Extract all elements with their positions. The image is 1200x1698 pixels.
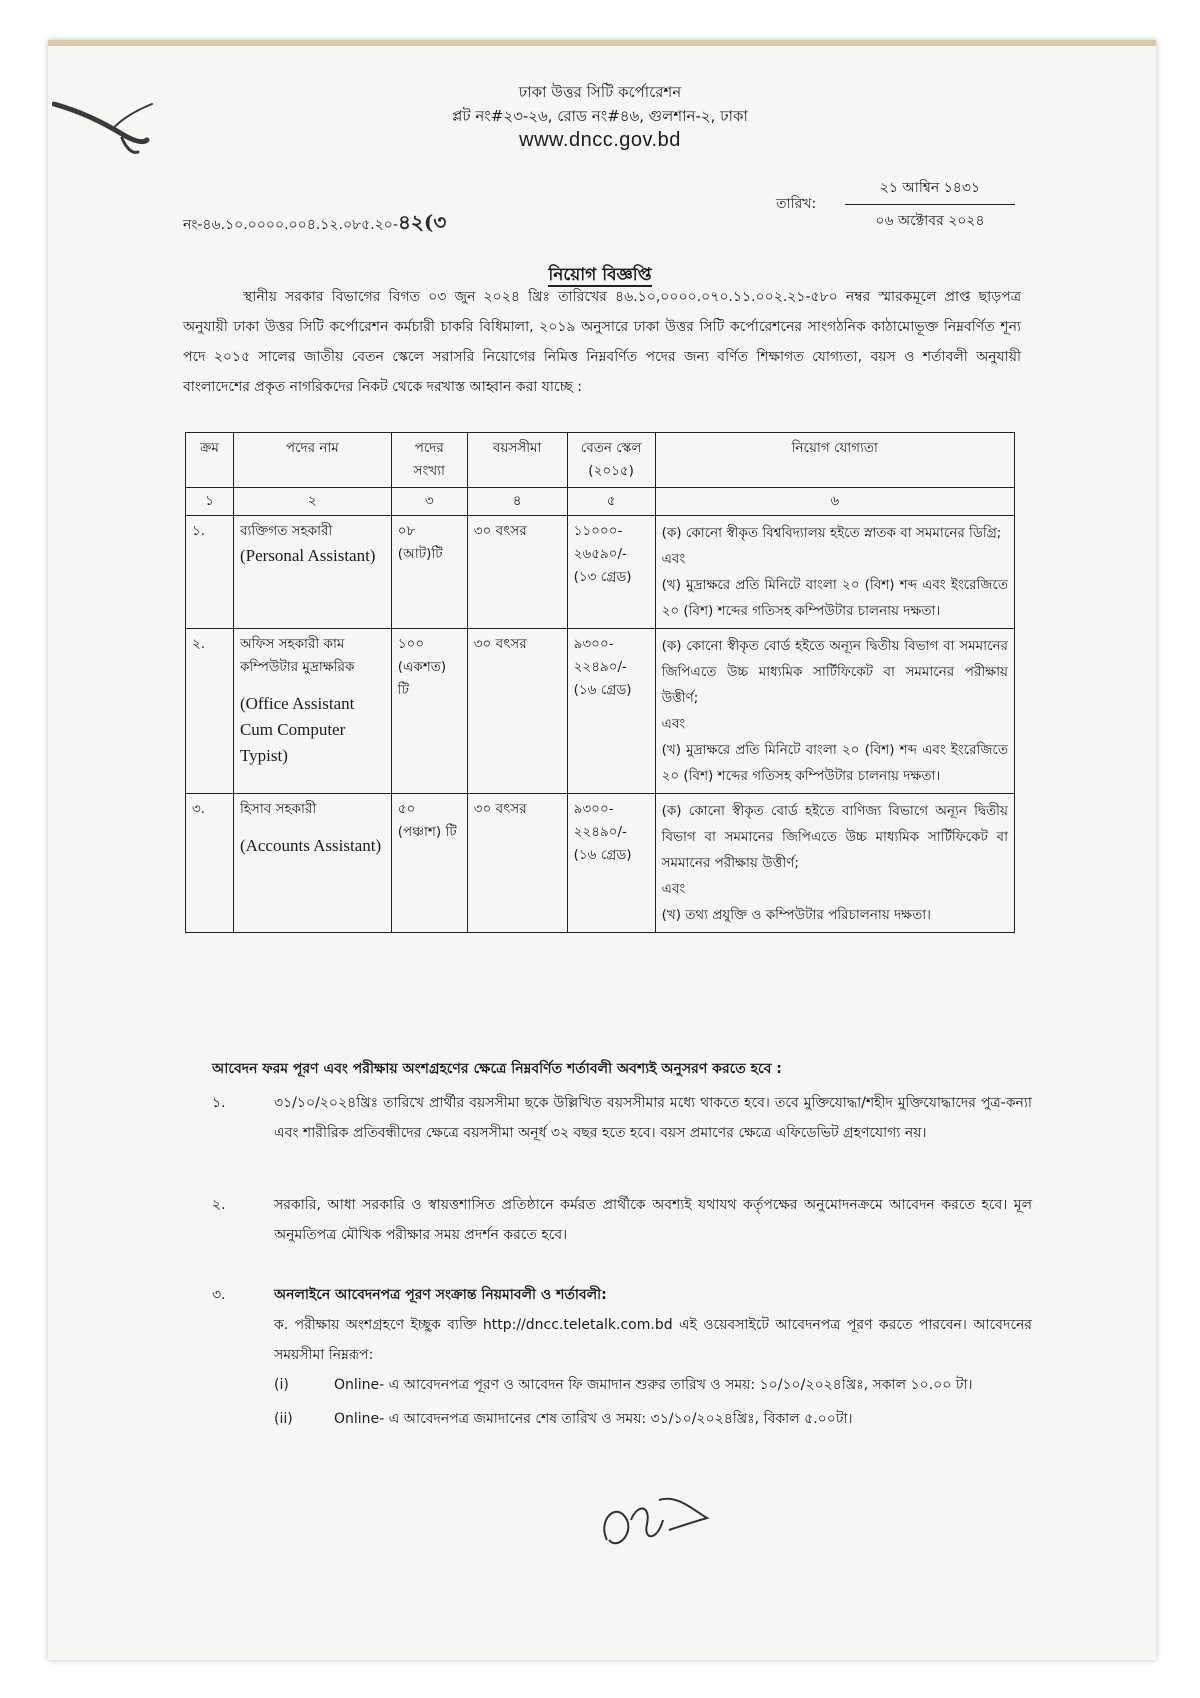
page-top-band	[48, 40, 1156, 46]
org-website: www.dncc.gov.bd	[519, 129, 681, 151]
col-number: ৫	[567, 488, 655, 516]
col-post: পদের নাম	[233, 433, 391, 488]
table-row	[186, 629, 1015, 794]
condition-text: ৩১/১০/২০২৪খ্রিঃ তারিখে প্রার্থীর বয়সসীমা ছকে উল্লিখিত বয়সসীমার মধ্যে থাকতে হবে। তবে মুক্তিযোদ্ধা/শহীদ মুক্তিযোদ্ধাদের পুত্র-কন্যা এবং শারীরিক প্রতিবন্ধীদের ক্ষেত্রে বয়সসীমা অনূর্ধ ৩২ বছর হতে হবে। বয়স প্রমাণের ক্ষেত্রে এফিডেভিট গ্রহণযোগ্য নয়।	[274, 1095, 1032, 1141]
online-item-i-number: (i)	[274, 1377, 289, 1393]
condition-number: ১.	[212, 1095, 226, 1111]
qualification-b: (খ) মুদ্রাক্ষরে প্রতি মিনিটে বাংলা ২০ (বিশ) শব্দ এবং ইংরেজিতে ২০ (বিশ) শব্দের গতিসহ কম্পিউটার চালনায় দক্ষতা।	[661, 742, 1008, 784]
col-count: পদের সংখ্যা	[391, 433, 467, 488]
row-age: ৩০ বৎসর	[467, 516, 567, 629]
col-age: বয়সসীমা	[467, 433, 567, 488]
row-serial: ১.	[186, 516, 234, 629]
handwritten-signature	[597, 1480, 717, 1560]
qualification-a: (ক) কোনো স্বীকৃত বোর্ড হইতে বাণিজ্য বিভাগে অন্যূন দ্বিতীয় বিভাগ বা সমমানের জিপিএতে উচ্চ মাধ্যমিক সার্টিফিকেট বা সমমানের পরীক্ষায় উত্তীর্ণ;	[661, 803, 1008, 871]
reference-handwritten: ৪২(৩	[397, 210, 447, 234]
qualification-and: এবং	[661, 716, 686, 732]
row-scale: ৯৩০০- ২২৪৯০/- (১৬ গ্রেড)	[567, 629, 655, 794]
row-qualification	[655, 794, 1014, 933]
intro-paragraph: স্থানীয় সরকার বিভাগের বিগত ০৩ জুন ২০২৪ খ্রিঃ তারিখের ৪৬.১০,০০০০.০৭০.১১.০০২.২১-৫৮০ নম্বর স্মারকমূলে প্রাপ্ত ছাড়পত্র অনুযায়ী ঢাকা উত্তর সিটি কর্পোরেশন কর্মচারী চাকরি বিধিমালা, ২০১৯ অনুসারে ঢাকা উত্তর সিটি কর্পোরেশনের সাংগঠনিক কাঠামোভূক্ত নিম্নবর্ণিত শূন্য পদে ২০১৫ সালের জাতীয় বেতন স্কেলে সরাসরি নিয়োগের নিমিত্ত নিম্নবর্ণিত পদের জন্য বর্ণিত শিক্ষাগত যোগ্যতা, বয়স ও শর্তাবলী অনুযায়ী বাংলাদেশের প্রকৃত নাগরিকদের নিকট থেকে দরখাস্ত আহ্বান করা যাচ্ছে :	[183, 289, 1021, 395]
row-qualification	[655, 516, 1014, 629]
date-bangla: ২১ আশ্বিন ১৪৩১	[845, 176, 1015, 205]
post-name-en: (Office Assistant Cum Computer Typist)	[239, 694, 355, 765]
row-scale: ১১০০০- ২৬৫৯০/- (১৩ গ্রেড)	[567, 516, 655, 629]
online-item-ii-number: (ii)	[274, 1411, 293, 1427]
qualification-b: (খ) তথ্য প্রযুক্তি ও কম্পিউটার পরিচালনায় দক্ষতা।	[661, 907, 931, 923]
table-row	[186, 516, 1015, 629]
row-post	[233, 516, 391, 629]
row-scale: ৯৩০০- ২২৪৯০/- (১৬ গ্রেড)	[567, 794, 655, 933]
post-name-en: (Accounts Assistant)	[239, 836, 382, 855]
vacancy-table	[185, 432, 1015, 933]
row-post	[233, 794, 391, 933]
col-serial: ক্রম	[186, 433, 234, 488]
row-serial: ৩.	[186, 794, 234, 933]
qualification-a: (ক) কোনো স্বীকৃত বিশ্ববিদ্যালয় হইতে স্নাতক বা সমমানের ডিগ্রি;	[661, 525, 1002, 541]
post-name-bn: হিসাব সহকারী	[239, 801, 317, 817]
qualification-a: (ক) কোনো স্বীকৃত বোর্ড হইতে অন্যূন দ্বিতীয় বিভাগ বা সমমানের জিপিএতে উচ্চ মাধ্যমিক সার্টিফিকেট বা সমমানের পরীক্ষায় উত্তীর্ণ;	[661, 638, 1008, 706]
date-gregorian: ০৬ অক্টোবর ২০২৪	[875, 213, 985, 229]
condition-number: ২.	[212, 1197, 226, 1213]
condition-item	[212, 1190, 1032, 1250]
table-row	[186, 794, 1015, 933]
online-item-i	[274, 1370, 1032, 1400]
post-name-bn: অফিস সহকারী কাম কম্পিউটার মুদ্রাক্ষরিক	[239, 636, 355, 675]
col-qualification: নিয়োগ যোগ্যতা	[655, 433, 1014, 488]
row-count: ০৮ (আট)টি	[391, 516, 467, 629]
row-post	[233, 629, 391, 794]
qualification-b: (খ) মুদ্রাক্ষরে প্রতি মিনিটে বাংলা ২০ (বিশ) শব্দ এবং ইংরেজিতে ২০ (বিশ) শব্দের গতিসহ কম্পিউটার চালনায় দক্ষতা।	[661, 577, 1008, 619]
row-serial: ২.	[186, 629, 234, 794]
post-name-en: (Personal Assistant)	[239, 546, 376, 565]
row-qualification	[655, 629, 1014, 794]
table-number-row	[186, 488, 1015, 516]
reference-number-text: নং-৪৬.১০.০০০০.০০৪.১২.০৮৫.২০-	[183, 217, 398, 233]
online-item-i-text: Online- এ আবেদনপত্র পূরণ ও আবেদন ফি জমাদান শুরুর তারিখ ও সময়: ১০/১০/২০২৪খ্রিঃ, সকাল ১০.০০ টা।	[334, 1377, 973, 1393]
condition-item	[212, 1088, 1032, 1148]
reference-number	[183, 208, 446, 241]
notice-title-text: নিয়োগ বিজ্ঞপ্তি	[548, 265, 652, 285]
col-number: ১	[186, 488, 234, 516]
row-age: ৩০ বৎসর	[467, 629, 567, 794]
col-scale: বেতন স্কেল (২০১৫)	[567, 433, 655, 488]
col-number: ৪	[467, 488, 567, 516]
table-header-row	[186, 433, 1015, 488]
col-number: ৬	[655, 488, 1014, 516]
date-block	[845, 176, 1015, 233]
letterhead	[0, 80, 1200, 152]
online-number: ৩.	[212, 1287, 226, 1303]
row-age: ৩০ বৎসর	[467, 794, 567, 933]
date-label: তারিখ:	[776, 196, 817, 212]
condition-text: সরকারি, আধা সরকারি ও স্বায়ত্তশাসিত প্রতিষ্ঠানে কর্মরত প্রার্থীকে অবশ্যই যথাযথ কর্তৃপক্ষের অনুমোদনক্রমে আবেদন করতে হবে। মূল অনুমতিপত্র মৌখিক পরীক্ষার সময় প্রদর্শন করতে হবে।	[274, 1197, 1032, 1243]
col-number: ২	[233, 488, 391, 516]
qualification-and: এবং	[661, 551, 686, 567]
conditions-heading: আবেদন ফরম পূরণ এবং পরীক্ষায় অংশগ্রহণের ক্ষেত্রে নিম্নবর্ণিত শর্তাবলী অবশ্যই অনুসরণ করতে হবে :	[212, 1061, 782, 1077]
online-heading: অনলাইনে আবেদনপত্র পূরণ সংক্রান্ত নিয়মাবলী ও শর্তাবলী:	[274, 1287, 607, 1303]
online-item-ii	[274, 1404, 1032, 1434]
org-name: ঢাকা উত্তর সিটি কর্পোরেশন	[518, 83, 682, 101]
online-ka: ক. পরীক্ষায় অংশগ্রহণে ইচ্ছুক ব্যক্তি http://dncc.teletalk.com.bd এই ওয়েবসাইটে আবেদনপত্র পূরণ করতে পারবেন। আবেদনের সময়সীমা নিম্নরূপ:	[274, 1317, 1032, 1363]
online-section	[212, 1280, 1032, 1434]
online-item-ii-text: Online- এ আবেদনপত্র জমাদানের শেষ তারিখ ও সময়: ৩১/১০/২০২৪খ্রিঃ, বিকাল ৫.০০টা।	[334, 1411, 853, 1427]
qualification-and: এবং	[661, 881, 686, 897]
org-address: প্লট নং#২৩-২৬, রোড নং#৪৬, গুলশান-২, ঢাকা	[452, 107, 748, 125]
row-count: ৫০ (পঞ্চাশ) টি	[391, 794, 467, 933]
post-name-bn: ব্যক্তিগত সহকারী	[239, 523, 333, 539]
col-number: ৩	[391, 488, 467, 516]
row-count: ১০০ (একশত) টি	[391, 629, 467, 794]
